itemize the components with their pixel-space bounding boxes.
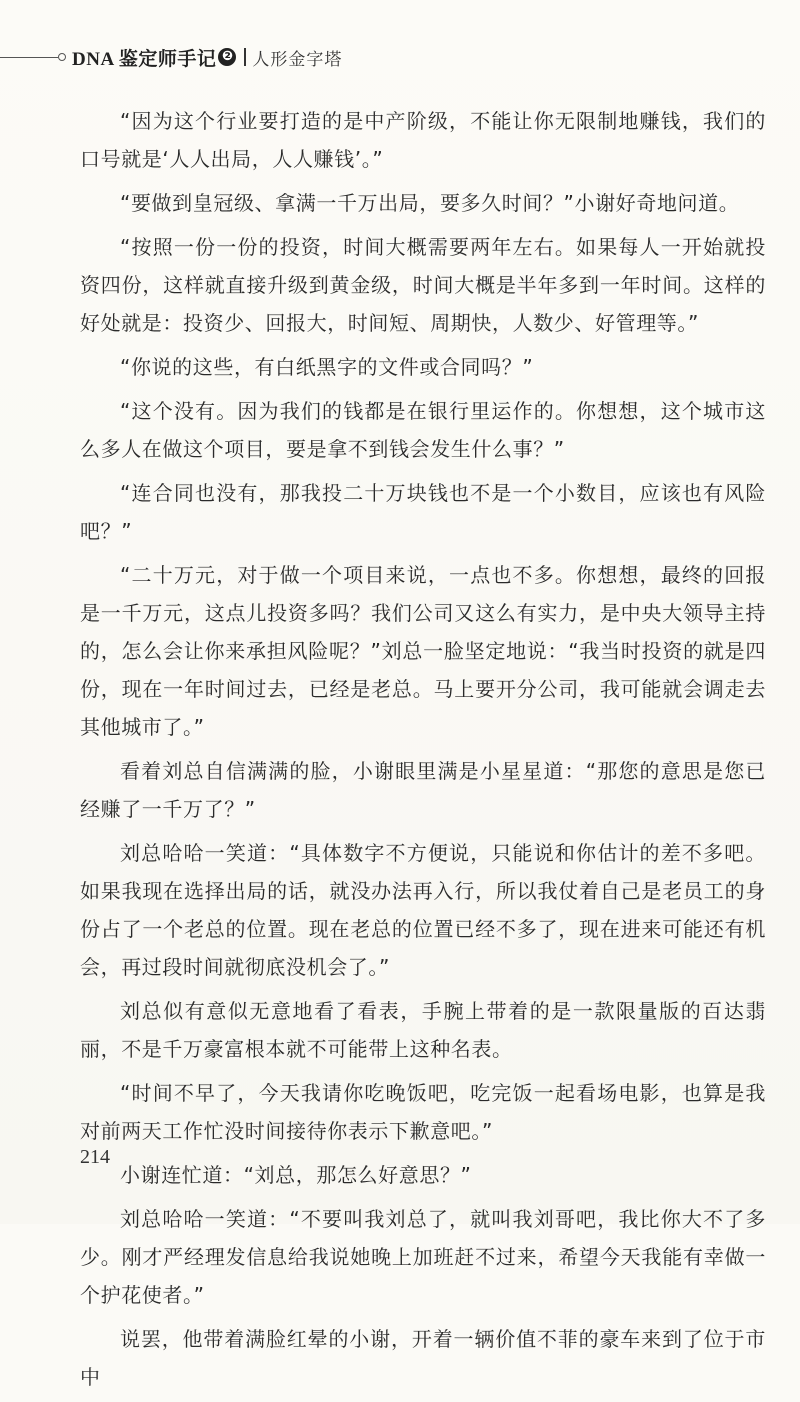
paragraph: 刘总哈哈一笑道：“具体数字不方便说，只能说和你估计的差不多吧。如果我现在选择出局的话，就没办法再入行，所以我仗着自己是老员工的身份占了一个老总的位置。现在老总的位置已经不多了，现在进来可能还有机会，再过段时间就彻底没机会了。” <box>80 841 766 979</box>
paragraph: “时间不早了，今天我请你吃晚饭吧，吃完饭一起看场电影，也算是我对前两天工作忙没时间接待你表示下歉意吧。” <box>80 1081 766 1143</box>
paragraph: “你说的这些，有白纸黑字的文件或合同吗？” <box>120 355 534 379</box>
body-text <box>80 102 766 1402</box>
header-circle-icon <box>58 53 66 61</box>
paragraph: “因为这个行业要打造的是中产阶级，不能让你无限制地赚钱，我们的口号就是‘人人出局，人人赚钱’。” <box>80 109 766 171</box>
page-number: 214 <box>80 1146 110 1168</box>
paragraph: 刘总哈哈一笑道：“不要叫我刘总了，就叫我刘哥吧，我比你大不了多少。刚才严经理发信息给我说她晚上加班赶不过来，希望今天我能有幸做一个护花使者。” <box>80 1207 766 1307</box>
paragraph: “这个没有。因为我们的钱都是在银行里运作的。你想想，这个城市这么多人在做这个项目，要是拿不到钱会发生什么事？” <box>80 399 766 461</box>
volume-badge: ❷ <box>218 48 236 66</box>
paragraph: “按照一份一份的投资，时间大概需要两年左右。如果每人一开始就投资四份，这样就直接升级到黄金级，时间大概是半年多到一年时间。这样的好处就是：投资少、回报大，时间短、周期快，人数少、好管理等。” <box>80 235 766 335</box>
header-rule <box>0 57 58 58</box>
header-separator <box>244 48 246 66</box>
running-header <box>0 42 342 72</box>
paragraph: 说罢，他带着满脸红晕的小谢，开着一辆价值不菲的豪车来到了位于市中 <box>80 1327 766 1389</box>
paragraph: 看着刘总自信满满的脸，小谢眼里满是小星星道：“那您的意思是您已经赚了一千万了？” <box>80 759 766 821</box>
paragraph: “连合同也没有，那我投二十万块钱也不是一个小数目，应该也有风险吧？” <box>80 481 766 543</box>
paragraph: 小谢连忙道：“刘总，那怎么好意思？” <box>120 1163 472 1187</box>
book-subtitle: 人形金字塔 <box>252 49 343 70</box>
book-title: DNA 鉴定师手记 <box>72 48 217 70</box>
paragraph: 刘总似有意似无意地看了看表，手腕上带着的是一款限量版的百达翡丽，不是千万豪富根本就不可能带上这种名表。 <box>80 999 766 1061</box>
paragraph: “要做到皇冠级、拿满一千万出局，要多久时间？”小谢好奇地问道。 <box>120 191 740 215</box>
paragraph: “二十万元，对于做一个项目来说，一点也不多。你想想，最终的回报是一千万元，这点儿投资多吗？我们公司又这么有实力，是中央大领导主持的，怎么会让你来承担风险呢？”刘总一脸坚定地说：“我当时投资的就是四份，现在一年时间过去，已经是老总。马上要开分公司，我可能就会调走去其他城市了。” <box>80 563 766 739</box>
